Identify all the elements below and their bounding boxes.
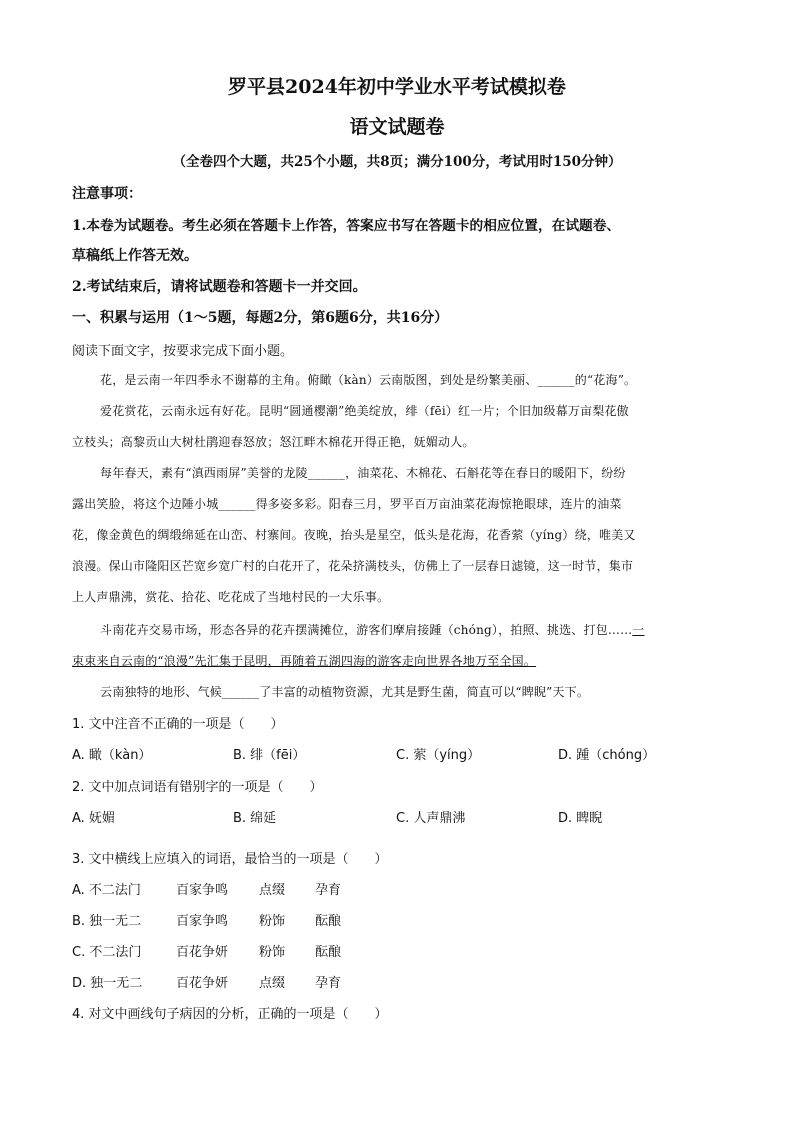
instruction-item-1-line2: 草稿纸上作答无效。 (72, 248, 198, 264)
question-3-option-d-col2: 百花争妍 (176, 976, 229, 991)
question-2-option-b: B. 绵延 (233, 811, 277, 826)
question-2-stem: 2. 文中加点词语有错别字的一项是（ ） (72, 780, 323, 795)
question-3-option-c-col3: 粉饰 (259, 945, 286, 960)
section-heading: 一、积累与运用（1～5题，每题2分，第6题6分，共16分） (72, 310, 449, 326)
question-1-option-b: B. 绯（fēi） (233, 748, 306, 763)
passage-paragraph-5: 云南独特的地形、气候______了丰富的动植物资源，尤其是野生菌，简直可以“睥睨”天下。 (100, 685, 590, 699)
question-3-option-b-col1: B. 独一无二 (72, 914, 142, 929)
question-3-option-d-col1: D. 独一无二 (72, 976, 143, 991)
question-3-option-a-col4: 孕育 (315, 883, 342, 898)
instruction-item-2: 2.考试结束后，请将试题卷和答题卡一并交回。 (72, 279, 367, 295)
question-1-option-a: A. 瞰（kàn） (72, 748, 152, 763)
instructions-heading: 注意事项： (72, 186, 142, 202)
passage-paragraph-4-text: 斗南花卉交易市场，形态各异的花卉摆满摊位，游客们摩肩接踵（chóng），拍照、挑选、打包…… (100, 623, 633, 637)
passage-paragraph-1: 花，是云南一年四季永不谢幕的主角。俯瞰（kàn）云南版图，到处是纷繁美丽、______的“花海”。 (100, 373, 637, 387)
question-1-option-c: C. 萦（yíng） (396, 748, 481, 763)
question-3-stem: 3. 文中横线上应填入的词语，最恰当的一项是（ ） (72, 852, 388, 867)
instruction-item-1-line1: 1.本卷为试题卷。考生必须在答题卡上作答，答案应书写在答题卡的相应位置，在试题卷、 (72, 218, 621, 234)
exam-subtitle: 语文试题卷 (349, 116, 445, 138)
passage-paragraph-3-line3: 花，像金黄色的绸缎绵延在山峦、村寨间。夜晚，抬头是星空，低头是花海，花香萦（yíng）绕，唯美又 (72, 528, 636, 542)
question-1-option-d: D. 踵（chóng） (558, 748, 656, 763)
question-3-option-a-col2: 百家争鸣 (176, 883, 229, 898)
question-3-option-b-col3: 粉饰 (259, 914, 286, 929)
underlined-sentence-start: 一 (632, 623, 645, 637)
passage-paragraph-2-line2: 立枝头；高黎贡山大树杜鹃迎春怒放；怒江畔木棉花开得正艳，妩媚动人。 (72, 435, 475, 449)
question-2-option-d: D. 睥睨 (558, 811, 603, 826)
question-3-option-b-col2: 百家争鸣 (176, 914, 229, 929)
question-3-option-b-col4: 酝酿 (315, 914, 342, 929)
question-2-option-a: A. 妩媚 (72, 811, 115, 826)
passage-paragraph-4-line1 (100, 621, 645, 638)
question-1-stem: 1. 文中注音不正确的一项是（ ） (72, 717, 284, 732)
question-2-option-c: C. 人声鼎沸 (396, 811, 466, 826)
question-3-option-d-col4: 孕育 (315, 976, 342, 991)
question-3-option-c-col4: 酝酿 (315, 945, 342, 960)
exam-title: 罗平县2024年初中学业水平考试模拟卷 (228, 76, 566, 98)
question-3-option-c-col1: C. 不二法门 (72, 945, 142, 960)
question-3-option-c-col2: 百花争妍 (176, 945, 229, 960)
passage-paragraph-2-line1: 爱花赏花，云南永远有好花。昆明“圆通樱潮”绝美绽放，绯（fēi）红一片；个旧加级幕万亩梨花傲 (100, 404, 629, 418)
section-intro: 阅读下面文字，按要求完成下面小题。 (72, 344, 294, 359)
question-4-stem: 4. 对文中画线句子病因的分析，正确的一项是（ ） (72, 1007, 388, 1022)
question-3-option-a-col3: 点缀 (259, 883, 286, 898)
passage-paragraph-3-line2: 露出笑脸，将这个边陲小城______得多姿多彩。阳春三月，罗平百万亩油菜花海惊艳眼球，连片的油菜 (72, 497, 622, 511)
passage-paragraph-3-line5: 上人声鼎沸，赏花、拾花、吃花成了当地村民的一大乐事。 (72, 590, 390, 604)
passage-paragraph-3-line4: 浪漫。保山市隆阳区芒宽乡宽广村的白花开了，花朵挤满枝头，仿佛上了一层春日滤镜，这一时节，集市 (72, 559, 634, 573)
underlined-sentence: 束束来自云南的“浪漫”先汇集于昆明，再随着五湖四海的游客走向世界各地万至全国。 (72, 654, 537, 668)
question-3-option-a-col1: A. 不二法门 (72, 883, 141, 898)
exam-note: （全卷四个大题，共25个小题，共8页；满分100分，考试用时150分钟） (172, 154, 622, 170)
passage-paragraph-3-line1: 每年春天，素有“滇西雨屏”美誉的龙陵______，油菜花、木棉花、石斛花等在春日的暖阳下，纷纷 (100, 466, 626, 480)
question-3-option-d-col3: 点缀 (259, 976, 286, 991)
